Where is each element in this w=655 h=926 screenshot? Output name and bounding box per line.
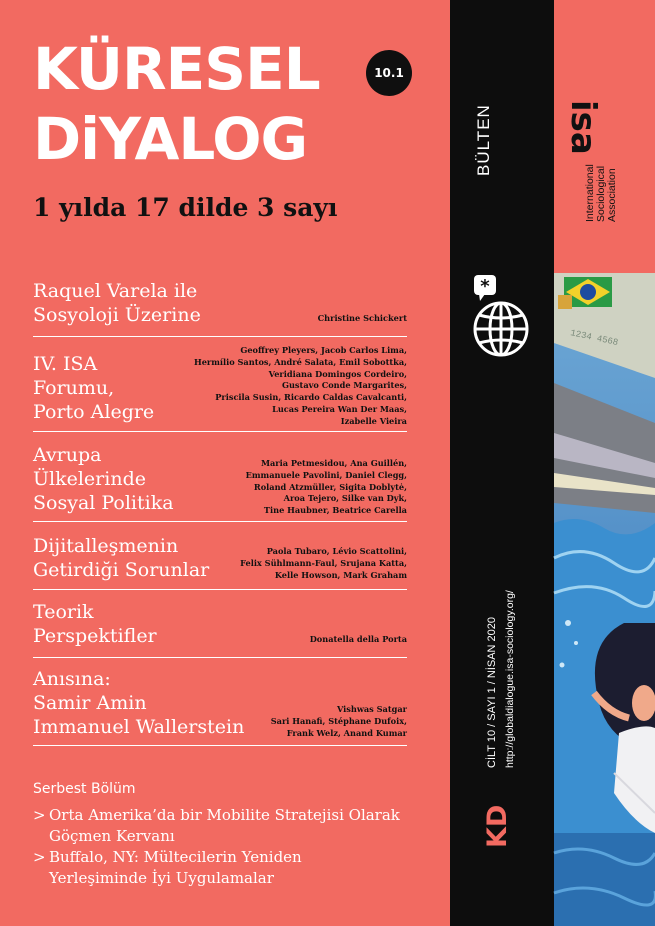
chevron-right-icon: > <box>33 848 46 866</box>
isa-name: International Sociological Association <box>584 164 618 222</box>
toc-section-authors: Maria Petmesidou, Ana Guillén, Emmanuele Pavolini, Daniel Clegg, Roland Atzmüller, Sigita Doblytė, Aroa Tejero, Silke van Dyk, Tine Haubner, Beatrice Carella <box>245 458 407 516</box>
toc-section-social-policy[interactable] <box>33 432 407 522</box>
toc-section-title: Teorik Perspektifler <box>33 601 157 647</box>
cover-illustration <box>554 273 655 926</box>
toc-section-in-memoriam[interactable] <box>33 658 407 746</box>
kd-logo: KD <box>482 804 513 848</box>
globe-icon <box>471 273 531 365</box>
toc-section-theory[interactable] <box>33 590 407 658</box>
toc-section-title: Avrupa Ülkelerinde Sosyal Politika <box>33 444 174 514</box>
toc-section-title: Dijitalleşmenin Getirdiği Sorunlar <box>33 535 210 581</box>
toc-section-authors: Vishwas Satgar Sari Hanafi, Stéphane Dufoix, Frank Welz, Anand Kumar <box>270 704 407 738</box>
chevron-right-icon: > <box>33 806 46 824</box>
toc-section-authors: Christine Schickert <box>317 313 407 323</box>
toc-section-authors: Geoffrey Pleyers, Jacob Carlos Lima, Hermílio Santos, André Salata, Emil Sobottka, Veridiana Domingos Cordeiro, Gustavo Conde Margarites, Priscila Susin, Ricardo Caldas Cavalcanti, Lucas Pereira Wan Der Maas, Izabelle Vieira <box>193 345 407 426</box>
toc-section-authors: Donatella della Porta <box>309 634 407 644</box>
toc-section-digitalization[interactable] <box>33 522 407 590</box>
website-url[interactable]: http://globaldialogue.isa-sociology.org/ <box>504 590 516 768</box>
tagline: 1 yılda 17 dilde 3 sayı <box>33 193 338 222</box>
svg-text:*: * <box>480 276 490 297</box>
open-section-item-caravan[interactable]: > Orta Amerika’da bir Mobilite Stratejisi Olarak Göçmen Kervanı <box>33 806 400 845</box>
toc-section-title: Anısına: Samir Amin Immanuel Wallerstein <box>33 668 245 738</box>
title-line-1: KÜRESEL <box>33 35 320 103</box>
cover-spine <box>450 0 554 926</box>
bulletin-label: BÜLTEN <box>474 104 493 176</box>
toc-section-varela[interactable] <box>33 275 407 337</box>
toc-section-authors: Paola Tubaro, Lévio Scattolini, Felix Sühlmann-Faul, Srujana Katta, Kelle Howson, Mark Graham <box>240 546 407 580</box>
svg-text:1234 4568: 1234 4568 <box>569 328 620 349</box>
toc-section-title: IV. ISA Forumu, Porto Alegre <box>33 353 155 423</box>
open-section-item-buffalo[interactable]: > Buffalo, NY: Mültecilerin Yeniden Yerleşiminde İyi Uygulamalar <box>33 848 302 887</box>
toc-section-title: Raquel Varela ile Sosyoloji Üzerine <box>33 280 201 326</box>
open-section-label: Serbest Bölüm <box>33 781 136 797</box>
issue-number-badge: 10.1 <box>366 50 412 96</box>
title-line-2: DiYALOG <box>33 105 308 173</box>
toc-section-isa-forum[interactable] <box>33 337 407 432</box>
isa-logo-text: isa <box>563 100 603 155</box>
volume-info: CİLT 10 / SAYI 1 / NİSAN 2020 <box>486 616 498 768</box>
